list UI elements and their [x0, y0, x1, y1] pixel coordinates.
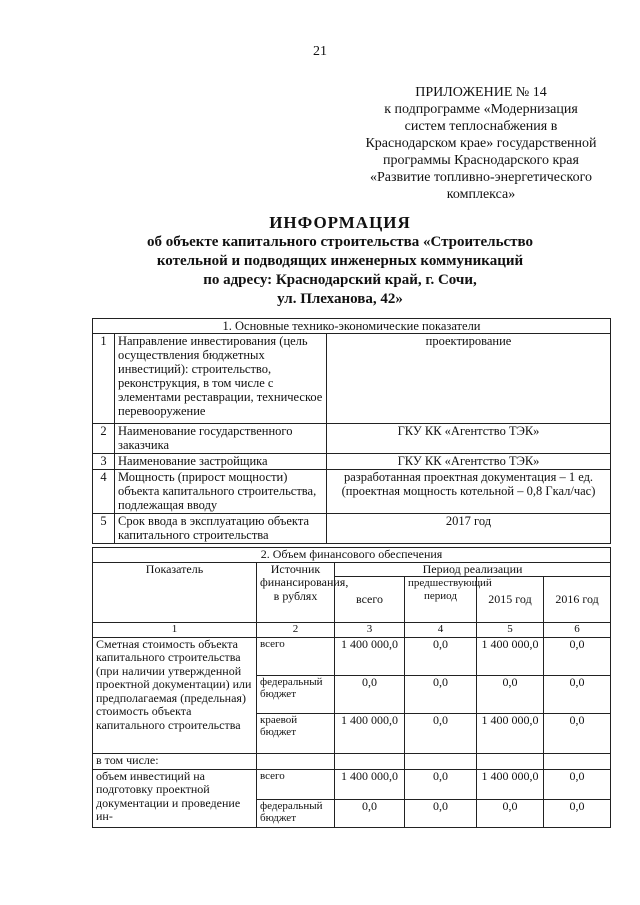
page-number: 21	[313, 44, 327, 59]
including-label: в том числе:	[93, 753, 257, 769]
table-row	[93, 470, 611, 514]
col-period-header: Период реализации	[335, 562, 611, 577]
total-cell: 1 400 000,0	[335, 769, 405, 799]
column-number: 4	[405, 623, 477, 638]
section2-header-row	[93, 548, 611, 563]
row-label: Мощность (прирост мощности) объекта капитального строительства, подлежащая вводу	[115, 470, 327, 514]
y2016-cell: 0,0	[544, 799, 611, 827]
row-value: ГКУ КК «Агентство ТЭК»	[327, 454, 611, 470]
table-row	[93, 514, 611, 544]
appendix-line: к подпрограмме «Модернизация	[384, 102, 578, 117]
table-header-row	[93, 562, 611, 577]
row-value: 2017 год	[327, 514, 611, 544]
previous-cell: 0,0	[405, 637, 477, 675]
appendix-line: комплекса»	[446, 187, 516, 202]
row-number: 3	[93, 454, 115, 470]
y2016-cell: 0,0	[544, 769, 611, 799]
table-row	[93, 753, 611, 769]
y2016-cell: 0,0	[544, 637, 611, 675]
row-number: 1	[93, 334, 115, 424]
row-value: разработанная проектная документация – 1 ед. (проектная мощность котельной – 0,8 Гкал/час)	[327, 470, 611, 514]
col-indicator-header: Показатель	[93, 562, 257, 623]
document-title	[120, 212, 560, 309]
total-cell: 0,0	[335, 799, 405, 827]
appendix-line: «Развитие топливно-энергетического	[369, 170, 593, 185]
row-number: 2	[93, 424, 115, 454]
column-number: 3	[335, 623, 405, 638]
column-number-row	[93, 623, 611, 638]
col-previous-header: предшествующий период	[405, 577, 477, 623]
row-value: ГКУ КК «Агентство ТЭК»	[327, 424, 611, 454]
row-number: 4	[93, 470, 115, 514]
section1-header-row	[93, 319, 611, 334]
table-row	[93, 334, 611, 424]
row-value: проектирование	[327, 334, 611, 424]
y2015-cell: 1 400 000,0	[477, 637, 544, 675]
table-row	[93, 637, 611, 675]
table-row	[93, 424, 611, 454]
y2015-cell: 0,0	[477, 799, 544, 827]
row-label: Направление инвестирования (цель осуществления бюджетных инвестиций): строительство, реконструкция, в том числе с элементами реставрации, техническое перевооружение	[115, 334, 327, 424]
column-number: 5	[477, 623, 544, 638]
previous-cell: 0,0	[405, 713, 477, 753]
appendix-line: систем теплоснабжения в	[404, 119, 558, 134]
source-cell: федеральный бюджет	[257, 799, 335, 827]
table-row	[93, 769, 611, 799]
source-cell: всего	[257, 769, 335, 799]
row-label: Наименование государственного заказчика	[115, 424, 327, 454]
indicator-label: Сметная стоимость объекта капитального строительства (при наличии утвержденной проектной документации) или предполагаемая (предельная) стоимость объекта капитального строительства	[93, 637, 257, 753]
appendix-block	[350, 84, 612, 203]
appendix-line: Краснодарском крае» государственной	[365, 136, 597, 151]
column-number: 2	[257, 623, 335, 638]
column-number: 6	[544, 623, 611, 638]
source-cell: всего	[257, 637, 335, 675]
col-source-header: Источник финансирования, в рублях	[257, 562, 335, 623]
title-heading: ИНФОРМАЦИЯ	[269, 213, 411, 232]
total-cell: 1 400 000,0	[335, 637, 405, 675]
previous-cell: 0,0	[405, 769, 477, 799]
appendix-title: ПРИЛОЖЕНИЕ № 14	[415, 85, 547, 100]
source-cell: краевой бюджет	[257, 713, 335, 753]
title-line: по адресу: Краснодарский край, г. Сочи,	[203, 272, 477, 288]
y2016-cell: 0,0	[544, 675, 611, 713]
section1-header: 1. Основные технико-экономические показатели	[93, 319, 611, 334]
section2-header: 2. Объем финансового обеспечения	[93, 548, 611, 563]
appendix-line: программы Краснодарского края	[383, 153, 579, 168]
title-line: ул. Плеханова, 42»	[277, 291, 403, 307]
title-line: котельной и подводящих инженерных коммуникаций	[156, 253, 524, 269]
table-row	[93, 454, 611, 470]
total-cell: 1 400 000,0	[335, 713, 405, 753]
row-label: Срок ввода в эксплуатацию объекта капитального строительства	[115, 514, 327, 544]
previous-cell: 0,0	[405, 799, 477, 827]
indicator-label: объем инвестиций на подготовку проектной документации и проведение ин-	[93, 769, 257, 827]
col-2015-header: 2015 год	[477, 577, 544, 623]
y2015-cell: 1 400 000,0	[477, 713, 544, 753]
title-line: об объекте капитального строительства «Строительство	[146, 234, 534, 250]
column-number: 1	[93, 623, 257, 638]
col-2016-header: 2016 год	[544, 577, 611, 623]
financing-table	[92, 547, 611, 828]
previous-cell: 0,0	[405, 675, 477, 713]
y2015-cell: 1 400 000,0	[477, 769, 544, 799]
row-number: 5	[93, 514, 115, 544]
total-cell: 0,0	[335, 675, 405, 713]
source-cell: федеральный бюджет	[257, 675, 335, 713]
y2015-cell: 0,0	[477, 675, 544, 713]
y2016-cell: 0,0	[544, 713, 611, 753]
technical-indicators-table	[92, 318, 611, 544]
row-label: Наименование застройщика	[115, 454, 327, 470]
col-total-header: всего	[335, 577, 405, 623]
